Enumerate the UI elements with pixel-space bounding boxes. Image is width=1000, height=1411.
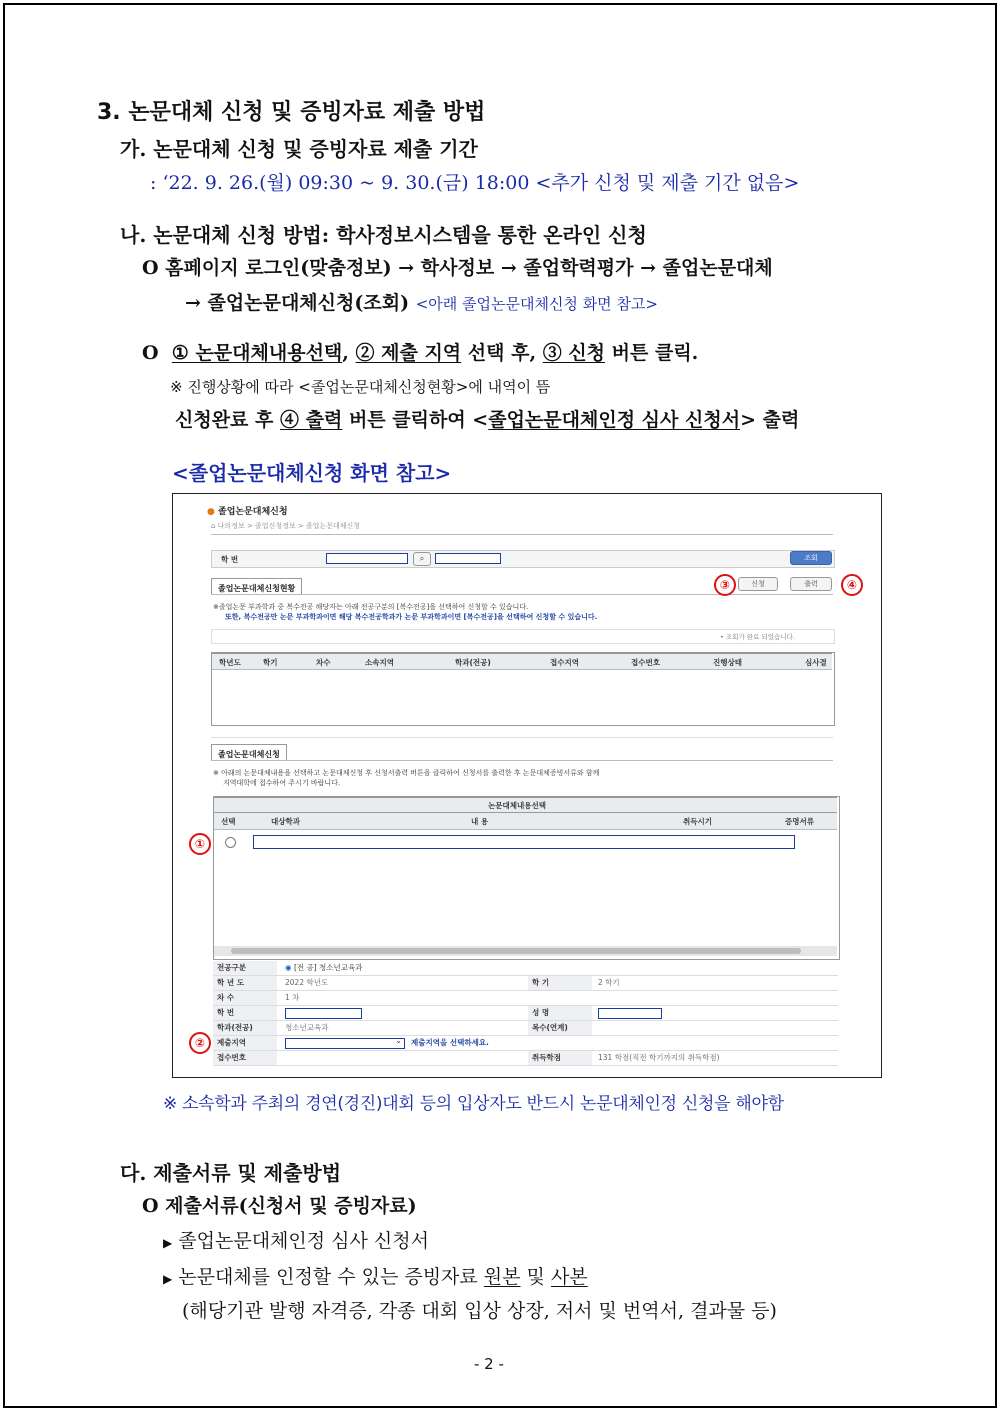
subsection-ga-title: 가. 논문대체 신청 및 증빙자료 제출 기간 xyxy=(120,137,478,161)
semester-value: 2 학기 xyxy=(598,978,620,987)
content-col: 내 용 xyxy=(471,817,489,826)
scrollbar-thumb[interactable] xyxy=(231,948,801,954)
content-select-header xyxy=(214,812,837,830)
form-label: 차 수 xyxy=(213,991,277,1005)
bullet-marker: O xyxy=(142,342,159,364)
shot-student-id-input[interactable] xyxy=(326,553,408,564)
status-col: 진행상태 xyxy=(713,658,742,667)
form-label: 성 명 xyxy=(528,1006,592,1020)
status-col: 심사결 xyxy=(805,658,827,667)
shot-student-name-input[interactable] xyxy=(435,553,501,564)
form-label: 접수번호 xyxy=(213,1051,277,1065)
step-3: ③ 신청 xyxy=(542,342,606,364)
print-form-name: 졸업논문대체인정 심사 신청서 xyxy=(488,409,741,431)
status-col: 학년도 xyxy=(219,658,241,667)
bullet-steps xyxy=(142,338,698,365)
step-1: ① 논문대체내용선택 xyxy=(171,342,343,364)
form-label: 학과(전공) xyxy=(213,1021,277,1035)
shot-query-status: • 조회가 완료 되었습니다. xyxy=(720,633,795,641)
progress-note: ※ 진행상황에 따라 <졸업논문대체신청현황>에 내역이 뜸 xyxy=(170,378,551,396)
triangle-bullet-icon: ▶ xyxy=(163,1272,173,1286)
tab-underline xyxy=(211,594,833,595)
dept-value: 청소년교육과 xyxy=(285,1023,329,1032)
tab-application[interactable]: 졸업논문대체신청 xyxy=(211,744,287,760)
screen-reference-title: <졸업논문대체신청 화면 참고> xyxy=(172,461,452,485)
print-p1: 신청완료 후 xyxy=(175,409,280,431)
year-value: 2022 학년도 xyxy=(285,978,329,987)
subsection-da-title: 다. 제출서류 및 제출방법 xyxy=(120,1161,342,1185)
shot-page-title-text: 졸업논문대체신청 xyxy=(218,507,288,517)
marker-1: ① xyxy=(189,833,211,855)
shot-notice-2: 또한, 복수전공만 논문 부과학과이면 해당 복수전공학과가 논문 부과학과이면 [복수전공]을 선택하여 신청할 수 있습니다. xyxy=(225,613,598,621)
credit-value: 131 학점(직전 학기까지의 취득학점) xyxy=(598,1053,720,1062)
content-select-radio[interactable] xyxy=(225,837,236,848)
status-col: 차수 xyxy=(316,658,331,667)
status-col: 학기 xyxy=(263,658,278,667)
triangle-bullet-icon: ▶ xyxy=(163,1236,173,1250)
form-row-dept xyxy=(213,1021,838,1036)
content-col: 증명서류 xyxy=(785,817,814,826)
region-hint: 제출지역을 선택하세요. xyxy=(411,1038,489,1047)
doc-item2-copy: 사본 xyxy=(550,1266,588,1288)
status-col: 소속지역 xyxy=(365,658,394,667)
shot-apply-notice-2: 지역대학에 접수하여 주시기 바랍니다. xyxy=(223,779,341,787)
bullet-login-path-cont xyxy=(185,288,658,315)
search-icon[interactable]: ⌕ xyxy=(413,552,431,566)
form-row-region xyxy=(213,1036,838,1051)
step-2: ② 제출 지역 xyxy=(355,342,462,364)
bullet-login-path: O 홈페이지 로그인(맞춤정보) → 학사정보 → 졸업학력평가 → 졸업논문대체 xyxy=(142,257,773,279)
form-id-input[interactable] xyxy=(285,1008,362,1019)
document-item-1-text: 졸업논문대체인정 심사 신청서 xyxy=(178,1230,429,1252)
content-row-highlight[interactable] xyxy=(253,835,795,849)
doc-item2-and: 및 xyxy=(520,1266,551,1288)
round-value: 1 차 xyxy=(285,993,300,1002)
form-row-id xyxy=(213,1006,838,1021)
step-sep: , xyxy=(342,342,356,364)
print-p3: 버튼 클릭하여 < xyxy=(342,409,489,431)
form-row-major xyxy=(213,961,838,976)
form-row-year xyxy=(213,976,838,991)
doc-item2-original: 원본 xyxy=(483,1266,521,1288)
content-col: 대상학과 xyxy=(271,817,300,826)
region-select[interactable] xyxy=(285,1038,405,1049)
print-p5: > 출력 xyxy=(740,409,800,431)
form-label: 학 번 xyxy=(213,1006,277,1020)
shot-divider xyxy=(211,534,833,535)
print-step-4: ④ 출력 xyxy=(280,409,343,431)
document-item-1 xyxy=(163,1226,429,1253)
doc-item2-p1: 논문대체를 인정할 수 있는 증빙자료 xyxy=(178,1266,484,1288)
content-col: 취득시기 xyxy=(683,817,712,826)
marker-3: ③ xyxy=(714,574,736,596)
major-type-radio[interactable]: ◉ [전 공] 청소년교육과 xyxy=(285,963,363,972)
status-col: 접수번호 xyxy=(631,658,660,667)
step-mid: 선택 후, xyxy=(461,342,543,364)
section-divider xyxy=(211,737,833,738)
shot-apply-button[interactable]: 신청 xyxy=(738,577,778,591)
tab-application-status[interactable]: 졸업논문대체신청현황 xyxy=(211,578,302,594)
subsection-na-title: 나. 논문대체 신청 방법: 학사정보시스템을 통한 온라인 신청 xyxy=(120,223,647,247)
shot-page-title: ● 졸업논문대체신청 xyxy=(207,507,288,517)
major-type-value: [전 공] 청소년교육과 xyxy=(293,963,363,972)
step-end: 버튼 클릭. xyxy=(605,342,699,364)
form-name-input[interactable] xyxy=(598,1008,662,1019)
document-item-2 xyxy=(163,1262,588,1289)
document-item-2-note: (해당기관 발행 자격증, 각종 대회 입상 상장, 저서 및 번역서, 결과물 등) xyxy=(182,1300,777,1322)
screen-ref-note: <아래 졸업논문대체신청 화면 참고> xyxy=(415,295,658,313)
form-row-receipt xyxy=(213,1051,838,1066)
form-label: 취득학점 xyxy=(528,1051,592,1065)
status-col: 접수지역 xyxy=(550,658,579,667)
shot-search-bar xyxy=(211,550,835,568)
application-screenshot xyxy=(172,493,882,1078)
marker-4: ④ xyxy=(841,574,863,596)
form-label: 제출지역 xyxy=(213,1036,277,1050)
application-period: : ‘22. 9. 26.(월) 09:30 ~ 9. 30.(금) 18:00 <추가 신청 및 제출 기간 없음> xyxy=(150,172,800,194)
content-col: 선택 xyxy=(221,817,236,826)
shot-breadcrumb: ⌂ 나의정보 > 졸업신청정보 > 졸업논문대체신청 xyxy=(211,522,361,530)
form-row-round xyxy=(213,991,838,1006)
status-col: 학과(전공) xyxy=(455,658,491,667)
shot-notice-1: ※졸업논문 부과학과 중 복수전공 해당자는 아래 전공구분의 [복수전공]을 선택하여 신청할 수 있습니다. xyxy=(213,603,529,611)
form-label: 복수(연계) xyxy=(528,1021,592,1035)
form-label: 학 기 xyxy=(528,976,592,990)
content-select-title: 논문대체내용선택 xyxy=(488,801,546,810)
chevron-down-icon: ⌄ xyxy=(395,1036,402,1045)
contest-note: ※ 소속학과 주최의 경연(경진)대회 등의 입상자도 반드시 논문대체인정 신청을 해야함 xyxy=(163,1094,784,1114)
login-path-line2: → 졸업논문대체신청(조회) xyxy=(185,292,410,314)
form-label: 전공구분 xyxy=(213,961,277,975)
print-instruction xyxy=(175,405,799,432)
section-title: 3. 논문대체 신청 및 증빙자료 제출 방법 xyxy=(97,100,486,125)
form-label: 학 년 도 xyxy=(213,976,277,990)
marker-2: ② xyxy=(189,1032,211,1054)
shot-apply-notice-1: ※ 아래의 논문대체내용을 선택하고 논문대체신청 후 신청서출력 버튼을 클릭하여 신청서를 출력한 후 논문대체증빙서류와 함께 xyxy=(213,769,600,777)
tab-underline xyxy=(211,760,833,761)
documents-bullet: O 제출서류(신청서 및 증빙자료) xyxy=(142,1195,417,1217)
shot-search-button[interactable]: 조회 xyxy=(790,551,832,565)
shot-student-id-label: 학 번 xyxy=(221,555,239,564)
page-number: - 2 - xyxy=(474,1355,504,1373)
shot-print-button[interactable]: 출력 xyxy=(790,577,832,591)
